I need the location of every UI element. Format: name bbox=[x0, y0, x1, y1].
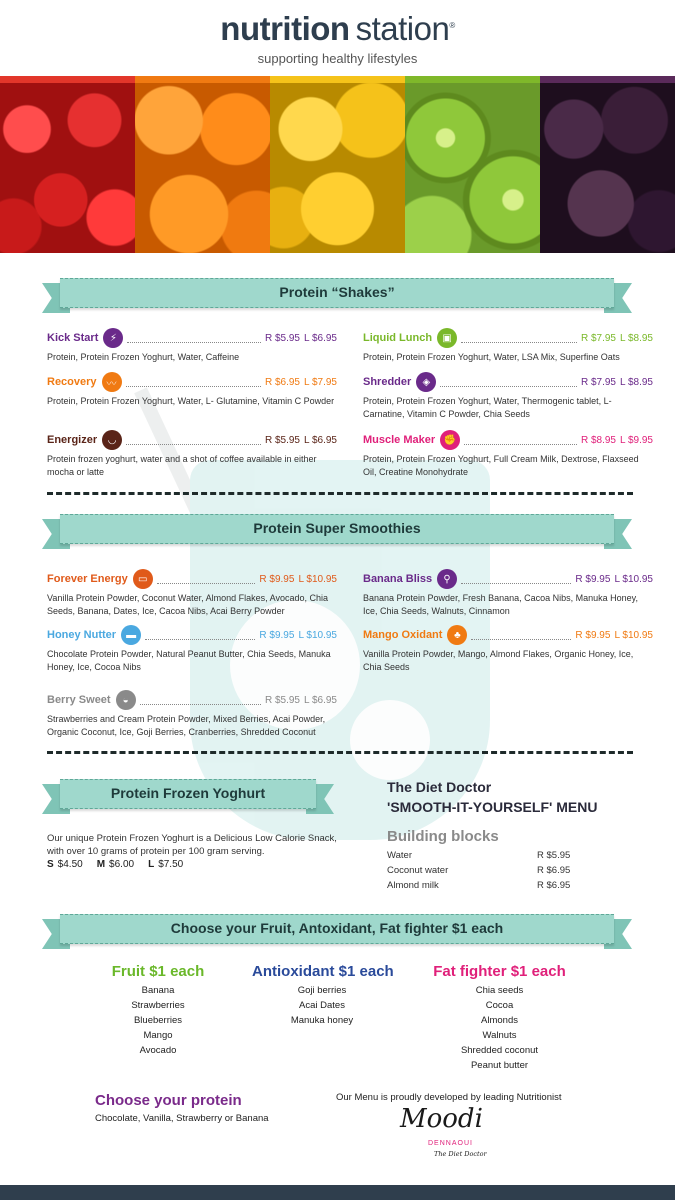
menu-item-price bbox=[581, 333, 653, 344]
regular-price: R $9.95 bbox=[259, 629, 295, 641]
menu-item-header bbox=[47, 625, 337, 645]
antioxidant-column-title: Antioxidant $1 each bbox=[252, 963, 394, 980]
fat-fighter-list bbox=[432, 983, 567, 1073]
jar-icon: ▬ bbox=[121, 625, 141, 645]
list-item: Cocoa bbox=[485, 1000, 514, 1011]
blackberry-image bbox=[540, 76, 675, 253]
orange-image bbox=[135, 76, 270, 253]
smoothies-section-ribbon bbox=[42, 514, 632, 544]
list-item: Avocado bbox=[139, 1045, 177, 1056]
menu-item-description: Strawberries and Cream Protein Powder, Mixed Berries, Acai Powder, Organic Coconut, Ice, Goji Berries, Cranberries, Shredded Coconut bbox=[47, 714, 326, 737]
fy-price-small: S $4.50 bbox=[47, 859, 83, 870]
shakes-section-title: Protein “Shakes” bbox=[279, 284, 395, 300]
regular-price: R $7.95 bbox=[580, 376, 616, 388]
large-price: L $8.95 bbox=[620, 332, 653, 344]
building-block-row: Almond milk R $6.95 bbox=[387, 880, 571, 891]
price-leader-dots bbox=[464, 435, 577, 445]
header bbox=[0, 0, 675, 76]
menu-item-header bbox=[47, 372, 337, 392]
fruit-list bbox=[98, 983, 218, 1058]
price-leader-dots bbox=[157, 574, 256, 584]
lips-icon: ◡ bbox=[102, 430, 122, 450]
battery-icon: ▭ bbox=[133, 569, 153, 589]
brand-name-bold: nutrition bbox=[220, 10, 350, 47]
list-item: Goji berries bbox=[297, 985, 347, 996]
menu-item-header bbox=[363, 328, 653, 348]
menu-item[interactable] bbox=[47, 625, 337, 674]
building-block-row: Water R $5.95 bbox=[387, 850, 571, 861]
diet-doctor-title-line1: The Diet Doctor bbox=[387, 779, 492, 795]
choose-extras-title: Choose your Fruit, Antoxidant, Fat fighter $1 each bbox=[170, 920, 504, 936]
large-price: L $10.95 bbox=[614, 629, 653, 641]
choose-protein-title: Choose your protein bbox=[95, 1092, 242, 1109]
bowl-icon: ◒ bbox=[116, 690, 136, 710]
menu-item[interactable] bbox=[47, 372, 337, 408]
signature-logo bbox=[390, 1104, 500, 1164]
price-leader-dots bbox=[440, 377, 577, 387]
large-price: L $6.95 bbox=[304, 434, 337, 446]
signature-name: Moodi bbox=[400, 1104, 483, 1134]
price-leader-dots bbox=[145, 630, 255, 640]
keyhole-icon: ⚲ bbox=[437, 569, 457, 589]
menu-item-description: Vanilla Protein Powder, Coconut Water, Almond Flakes, Avocado, Chia Seeds, Banana, Dates, Ice, Cacoa Nibs, Acai Berry Powder bbox=[47, 593, 328, 616]
list-item: Banana bbox=[141, 985, 175, 996]
registered-mark: ® bbox=[449, 21, 455, 30]
menu-item[interactable] bbox=[363, 625, 653, 674]
choose-extras-ribbon bbox=[42, 914, 632, 944]
menu-item-description: Chocolate Protein Powder, Natural Peanut Butter, Chia Seeds, Manuka Honey, Ice, Cocoa Nibs bbox=[47, 649, 331, 672]
price-leader-dots bbox=[461, 333, 577, 343]
list-item: Shredded coconut bbox=[460, 1045, 539, 1056]
building-blocks-list bbox=[387, 848, 577, 893]
menu-item-price bbox=[259, 574, 337, 585]
price-leader-dots bbox=[127, 333, 261, 343]
list-item: Manuka honey bbox=[290, 1015, 354, 1026]
menu-item-price bbox=[265, 333, 337, 344]
price-leader-dots bbox=[126, 377, 261, 387]
list-item: Acai Dates bbox=[299, 1000, 345, 1011]
menu-item-name: Shredder bbox=[363, 376, 412, 388]
price-leader-dots bbox=[140, 695, 261, 705]
menu-item-description: Protein, Protein Frozen Yoghurt, Water, LSA Mix, Superfine Oats bbox=[363, 352, 620, 362]
menu-item-header bbox=[363, 372, 653, 392]
regular-price: R $9.95 bbox=[575, 629, 611, 641]
menu-item-price bbox=[265, 377, 337, 388]
menu-item[interactable] bbox=[47, 690, 337, 739]
menu-item-header bbox=[47, 328, 337, 348]
regular-price: R $7.95 bbox=[580, 332, 616, 344]
list-item: Blueberries bbox=[133, 1015, 183, 1026]
list-item: Mango bbox=[143, 1030, 173, 1041]
menu-item-price bbox=[575, 630, 653, 641]
signature-surname: DENNAOUI bbox=[428, 1140, 473, 1147]
muscle-icon: ✊ bbox=[440, 430, 460, 450]
menu-item-name: Energizer bbox=[47, 434, 98, 446]
price-leader-dots bbox=[461, 574, 571, 584]
list-item: Walnuts bbox=[482, 1030, 517, 1041]
building-blocks-title: Building blocks bbox=[387, 828, 499, 845]
menu-item-name: Liquid Lunch bbox=[363, 332, 433, 344]
fruit-column-title: Fruit $1 each bbox=[111, 963, 205, 980]
fruit-column bbox=[98, 963, 218, 1058]
regular-price: R $9.95 bbox=[575, 573, 611, 585]
menu-item-name: Mango Oxidant bbox=[363, 629, 443, 641]
frozen-yoghurt-description: Our unique Protein Frozen Yoghurt is a Delicious Low Calorie Snack, with over 10 grams of protein per 100 gram serving. bbox=[47, 833, 337, 857]
antioxidant-list bbox=[252, 983, 392, 1028]
menu-item-header bbox=[363, 569, 653, 589]
menu-item[interactable] bbox=[47, 569, 337, 618]
developer-note: Our Menu is proudly developed by leading Nutritionist bbox=[336, 1092, 562, 1103]
regular-price: R $9.95 bbox=[259, 573, 295, 585]
diet-doctor-title-line2: 'SMOOTH-IT-YOURSELF' MENU bbox=[387, 799, 598, 815]
menu-item-header bbox=[47, 430, 337, 450]
menu-item-description: Protein, Protein Frozen Yoghurt, Full Cream Milk, Dextrose, Flaxseed Oil, Creatine Monohydrate bbox=[363, 454, 639, 477]
regular-price: R $5.95 bbox=[264, 332, 300, 344]
price-leader-dots bbox=[471, 630, 571, 640]
fat-fighter-column bbox=[432, 963, 567, 1073]
kiwi-image bbox=[405, 76, 540, 253]
menu-item[interactable] bbox=[47, 328, 337, 364]
lunchbox-icon: ▣ bbox=[437, 328, 457, 348]
large-price: L $10.95 bbox=[298, 629, 337, 641]
frozen-yoghurt-title: Protein Frozen Yoghurt bbox=[110, 785, 266, 801]
menu-item[interactable] bbox=[47, 430, 337, 479]
choose-protein-options: Chocolate, Vanilla, Strawberry or Banana bbox=[95, 1113, 269, 1124]
menu-item-name: Berry Sweet bbox=[47, 694, 111, 706]
menu-item-price bbox=[265, 695, 337, 706]
price-leader-dots bbox=[126, 435, 261, 445]
building-block-row: Coconut water R $6.95 bbox=[387, 865, 571, 876]
menu-item-name: Muscle Maker bbox=[363, 434, 436, 446]
brand-logo[interactable] bbox=[0, 10, 675, 48]
strawberry-image bbox=[0, 76, 135, 253]
list-item: Strawberries bbox=[131, 1000, 185, 1011]
section-divider bbox=[47, 492, 633, 495]
menu-item-name: Forever Energy bbox=[47, 573, 128, 585]
menu-item-price bbox=[581, 377, 653, 388]
brand-tagline: supporting healthy lifestyles bbox=[257, 51, 418, 66]
list-item: Almonds bbox=[481, 1015, 518, 1026]
shakes-section-ribbon bbox=[42, 278, 632, 308]
heartbeat-icon: 〰 bbox=[102, 372, 122, 392]
antioxidant-column bbox=[252, 963, 392, 1028]
fy-price-large: L $7.50 bbox=[148, 859, 184, 870]
large-price: L $6.95 bbox=[304, 332, 337, 344]
large-price: L $7.95 bbox=[304, 376, 337, 388]
large-price: L $10.95 bbox=[614, 573, 653, 585]
smoothies-section-title: Protein Super Smoothies bbox=[253, 520, 421, 536]
signature-role: The Diet Doctor bbox=[434, 1150, 487, 1158]
fat-fighter-column-title: Fat fighter $1 each bbox=[433, 963, 566, 980]
menu-item-description: Banana Protein Powder, Fresh Banana, Cacoa Nibs, Manuka Honey, Ice, Chia Seeds, Walnuts, Cinnamon bbox=[363, 593, 638, 616]
frozen-yoghurt-prices bbox=[47, 859, 183, 870]
menu-item-description: Protein, Protein Frozen Yoghurt, Water, Caffeine bbox=[47, 352, 240, 362]
large-price: L $9.95 bbox=[620, 434, 653, 446]
menu-item-price bbox=[259, 630, 337, 641]
menu-item-header bbox=[363, 625, 653, 645]
menu-item-name: Kick Start bbox=[47, 332, 99, 344]
menu-item-price bbox=[575, 574, 653, 585]
list-item: Peanut butter bbox=[470, 1060, 529, 1071]
menu-item-description: Vanilla Protein Powder, Mango, Almond Flakes, Organic Honey, Ice, Chia Seeds bbox=[363, 649, 634, 672]
fruit-banner bbox=[0, 76, 675, 253]
large-price: L $6.95 bbox=[304, 694, 337, 706]
menu-item[interactable] bbox=[363, 328, 653, 364]
menu-item-name: Recovery bbox=[47, 376, 97, 388]
list-item: Chia seeds bbox=[475, 985, 524, 996]
lightning-icon: ⚡ bbox=[103, 328, 123, 348]
menu-item[interactable] bbox=[363, 372, 653, 421]
menu-item-description: Protein, Protein Frozen Yoghurt, Water, L- Glutamine, Vitamin C Powder bbox=[47, 396, 335, 406]
lemon-image bbox=[270, 76, 405, 253]
shred-icon: ◈ bbox=[416, 372, 436, 392]
menu-item-price bbox=[581, 435, 653, 446]
footer-bar bbox=[0, 1185, 675, 1200]
regular-price: R $6.95 bbox=[264, 376, 300, 388]
regular-price: R $8.95 bbox=[580, 434, 616, 446]
menu-item-description: Protein frozen yoghurt, water and a shot of coffee available in either mocha or latte bbox=[47, 454, 317, 477]
regular-price: R $5.95 bbox=[264, 694, 300, 706]
menu-item[interactable] bbox=[363, 430, 653, 479]
menu-item[interactable] bbox=[363, 569, 653, 618]
frozen-yoghurt-ribbon bbox=[42, 779, 334, 809]
large-price: L $8.95 bbox=[620, 376, 653, 388]
menu-item-name: Honey Nutter bbox=[47, 629, 117, 641]
diet-doctor-title bbox=[387, 777, 597, 817]
fy-price-medium: M $6.00 bbox=[96, 859, 135, 870]
menu-item-header bbox=[47, 690, 337, 710]
menu-item-name: Banana Bliss bbox=[363, 573, 433, 585]
menu-item-header bbox=[47, 569, 337, 589]
menu-item-price bbox=[265, 435, 337, 446]
menu-item-header bbox=[363, 430, 653, 450]
regular-price: R $5.95 bbox=[264, 434, 300, 446]
section-divider bbox=[47, 751, 633, 754]
large-price: L $10.95 bbox=[298, 573, 337, 585]
palm-tree-icon: ♣ bbox=[447, 625, 467, 645]
brand-name-light: station bbox=[355, 10, 450, 47]
menu-item-description: Protein, Protein Frozen Yoghurt, Water, Thermogenic tablet, L-Carnatine, Vitamin C Powder, Chia Seeds bbox=[363, 396, 612, 419]
